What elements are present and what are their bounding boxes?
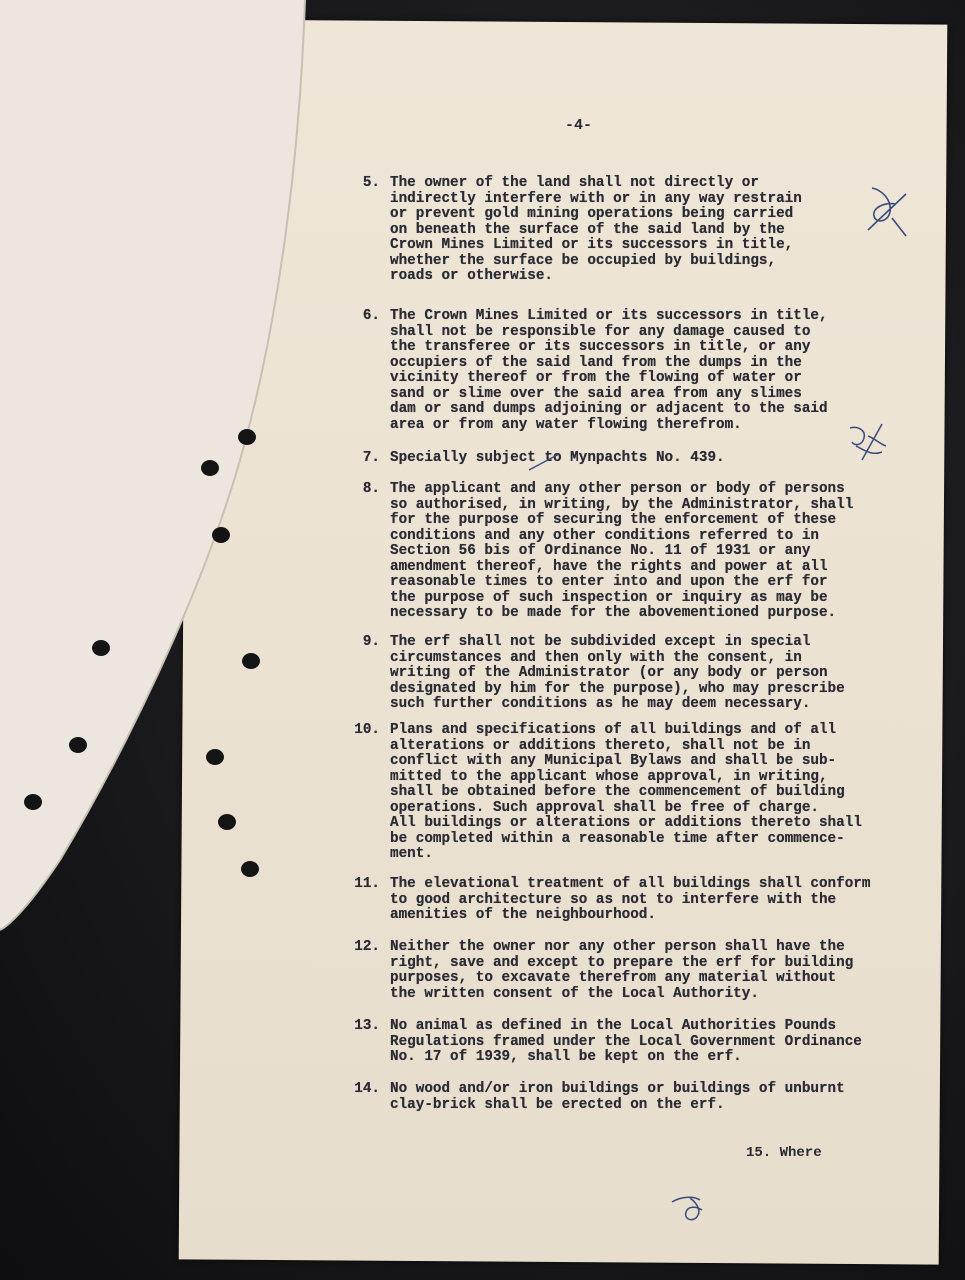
clause-number: 7. — [362, 450, 380, 466]
clause-number: 6. — [362, 308, 380, 324]
clause-number: 10. — [354, 722, 380, 738]
catchword: 15. Where — [746, 1145, 822, 1161]
clause-number: 14. — [354, 1081, 380, 1097]
clause-number: 5. — [362, 175, 380, 191]
pen-strikethrough-mark — [525, 450, 565, 474]
page-number: -4- — [565, 117, 593, 134]
clause-number: 13. — [354, 1018, 380, 1034]
clause-text: The elevational treatment of all buildings shall conform to good architecture so as not to interfere with the amenities of the neighbourhood. — [390, 876, 871, 923]
clause-text: Specially subject to Mynpachts No. 439. — [390, 450, 725, 466]
clause-text: No wood and/or iron buildings or buildings of unburnt clay-brick shall be erected on the erf. — [390, 1081, 845, 1113]
clause-text: The erf shall not be subdivided except in special circumstances and then only with the consent, in writing of the Administrator (or any body or person designated by him for the purpose), who may prescribe such further conditions as he may deem necessary. — [390, 634, 845, 712]
clause-number: 9. — [362, 634, 380, 650]
clause-number: 12. — [354, 939, 380, 955]
clause-text: The Crown Mines Limited or its successors in title, shall not be responsible for any damage caused to the transferee or its successors in title, or any occupiers of the said land from the dumps in the vicinity thereof or from the flowing of water or sand or slime over the said area from any slimes dam or sand dumps adjoining or adjacent to the said area or from any water flowing therefrom. — [390, 308, 828, 433]
clause-text: The applicant and any other person or body of persons so authorised, in writing, by the Administrator, shall for the purpose of securing the enforcement of these conditions and any other conditions referred to in Section 56 bis of Ordinance No. 11 of 1931 or any amendment thereof, have the rights and power at all reasonable times to enter into and upon the erf for the purpose of such inspection or inquiry as may be necessary to be made for the abovementioned purpose. — [390, 481, 854, 621]
clause-text: The owner of the land shall not directly or indirectly interfere with or in any way restrain or prevent gold mining operations being carried on beneath the surface of the said land by the Crown Mines Limited or its successors in title, whether the surface be occupied by buildings, roads or otherwise. — [390, 175, 802, 284]
clause-text: No animal as defined in the Local Authorities Pounds Regulations framed under the Local Government Ordinance No. 17 of 1939, shall be kept on the erf. — [390, 1018, 862, 1065]
handwritten-initial-mark — [842, 416, 892, 466]
clause-number: 8. — [362, 481, 380, 497]
handwritten-initial-mark — [862, 180, 912, 240]
clause-text: Plans and specifications of all buildings and of all alterations or additions thereto, shall not be in conflict with any Municipal Bylaws and shall be sub- mitted to the applicant whose approval, in writing, shall be obtained before the commencement of building operations. Such approval shall be free of charge. All buildings or alterations or additions thereto shall be completed within a reasonable time after commence- ment. — [390, 722, 862, 862]
handwritten-initial-mark — [668, 1188, 714, 1224]
clause-number: 11. — [354, 876, 380, 892]
clause-text: Neither the owner nor any other person shall have the right, save and except to prepare the erf for building purposes, to excavate therefrom any material without the written consent of the Local Authority. — [390, 939, 854, 1002]
